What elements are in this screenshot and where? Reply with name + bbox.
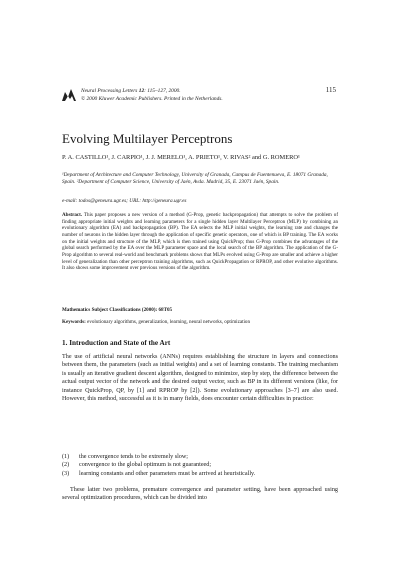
list-item bbox=[62, 453, 338, 461]
section-heading: 1. Introduction and State of the Art bbox=[62, 339, 171, 347]
list-item bbox=[62, 461, 338, 469]
difficulties-list bbox=[62, 453, 338, 478]
list-item-number: (2) bbox=[62, 462, 70, 469]
abstract bbox=[62, 212, 338, 272]
contact-line: e-mail: todos@geneura.ugr.es; URL: http://geneura.ugr.es bbox=[62, 198, 187, 204]
journal-volume: 12 bbox=[138, 88, 145, 94]
journal-header bbox=[81, 87, 316, 103]
list-item-text: learning constants and other parameters must be arrived at heuristically. bbox=[79, 470, 256, 477]
keywords bbox=[62, 319, 338, 325]
list-item-text: the convergence tends to be extremely slow; bbox=[79, 454, 189, 460]
paper-title: Evolving Multilayer Perceptrons bbox=[62, 131, 233, 146]
author-list: P. A. CASTILLO¹, J. CARPIO¹, J. J. MERELO¹, A. PRIETO¹, V. RIVAS² and G. ROMERO¹ bbox=[62, 154, 300, 161]
intro-paragraph: The use of artificial neural networks (ANNs) requires establishing the structure in layers and connections between them, the parameters (such as initial weights) and a set of learning constants. The training mechanism is usually an iterative gradient descent algorithm, designed to minimize, step by step, the difference between the actual output vector of the network and the desired output vector, such as BP in its different versions (like, for instance QuickProp, QP, by [1] and RPROP by [2]). Some evolutionary approaches [3–7] are also used. However, this method, successful as it is in many fields, does encounter certain difficulties in practice: bbox=[62, 354, 338, 403]
abstract-label: Abstract. bbox=[62, 212, 83, 218]
list-item bbox=[62, 470, 338, 478]
msc-line: Mathematics Subject Classifications (2000): 68T05 bbox=[62, 307, 173, 313]
keywords-text: evolutionary algorithms, generalization, learning, neural networks, optimization bbox=[87, 319, 251, 325]
journal-name: Neural Processing Letters bbox=[81, 88, 138, 94]
keywords-label: Keywords: bbox=[62, 319, 86, 325]
abstract-text: This paper proposes a new version of a method (G-Prop, genetic backpropagation) that attempts to solve the problem of finding appropriate initial weights and learning parameters for a single hidden layer Multilayer Perceptron (MLP) by combining an evolutionary algorithm (EA) and backpropagation (BP). The EA selects the MLP initial weights, the learning rate and changes the number of neurons in the hidden layer through the application of specific genetic operators, one of which is BP training. The EA works on the initial weights and structure of the MLP, which is then trained using QuickProp; thus G-Prop combines the advantages of the global search performed by the EA over the MLP parameter space and the local search of the BP algorithm. The application of the G-Prop algorithm to several real-world and benchmark problems shows that MLPs evolved using G-Prop are smaller and achieve a higher level of generalization than other perceptron training algorithms, such as QuickPropagation or RPROP, and other evolutive algorithms. It also shows some improvement over previous versions of the algorithm. bbox=[62, 212, 338, 272]
page-number: 115 bbox=[325, 86, 336, 94]
list-item-number: (1) bbox=[62, 454, 70, 460]
journal-pages: : 115–127, 2000. bbox=[144, 88, 181, 94]
copyright-line: © 2000 Kluwer Academic Publishers. Printed in the Netherlands. bbox=[81, 96, 223, 102]
list-item-number: (3) bbox=[62, 470, 70, 477]
closing-paragraph: These latter two problems, premature convergence and parameter setting, have been approached using several optimization procedures, which can be divided into bbox=[62, 487, 338, 502]
publisher-logo-icon bbox=[61, 88, 77, 102]
affiliations: ¹Department of Architecture and Computer Technology, University of Granada, Campus de Fuentenueva, E. 18071 Granada, Spain. ²Department of Computer Science, University of Jaén, Avda. Madrid, 35, E. 23071 Jaén, Spain. bbox=[62, 172, 328, 185]
list-item-text: convergence to the global optimum is not guaranteed; bbox=[79, 462, 212, 469]
